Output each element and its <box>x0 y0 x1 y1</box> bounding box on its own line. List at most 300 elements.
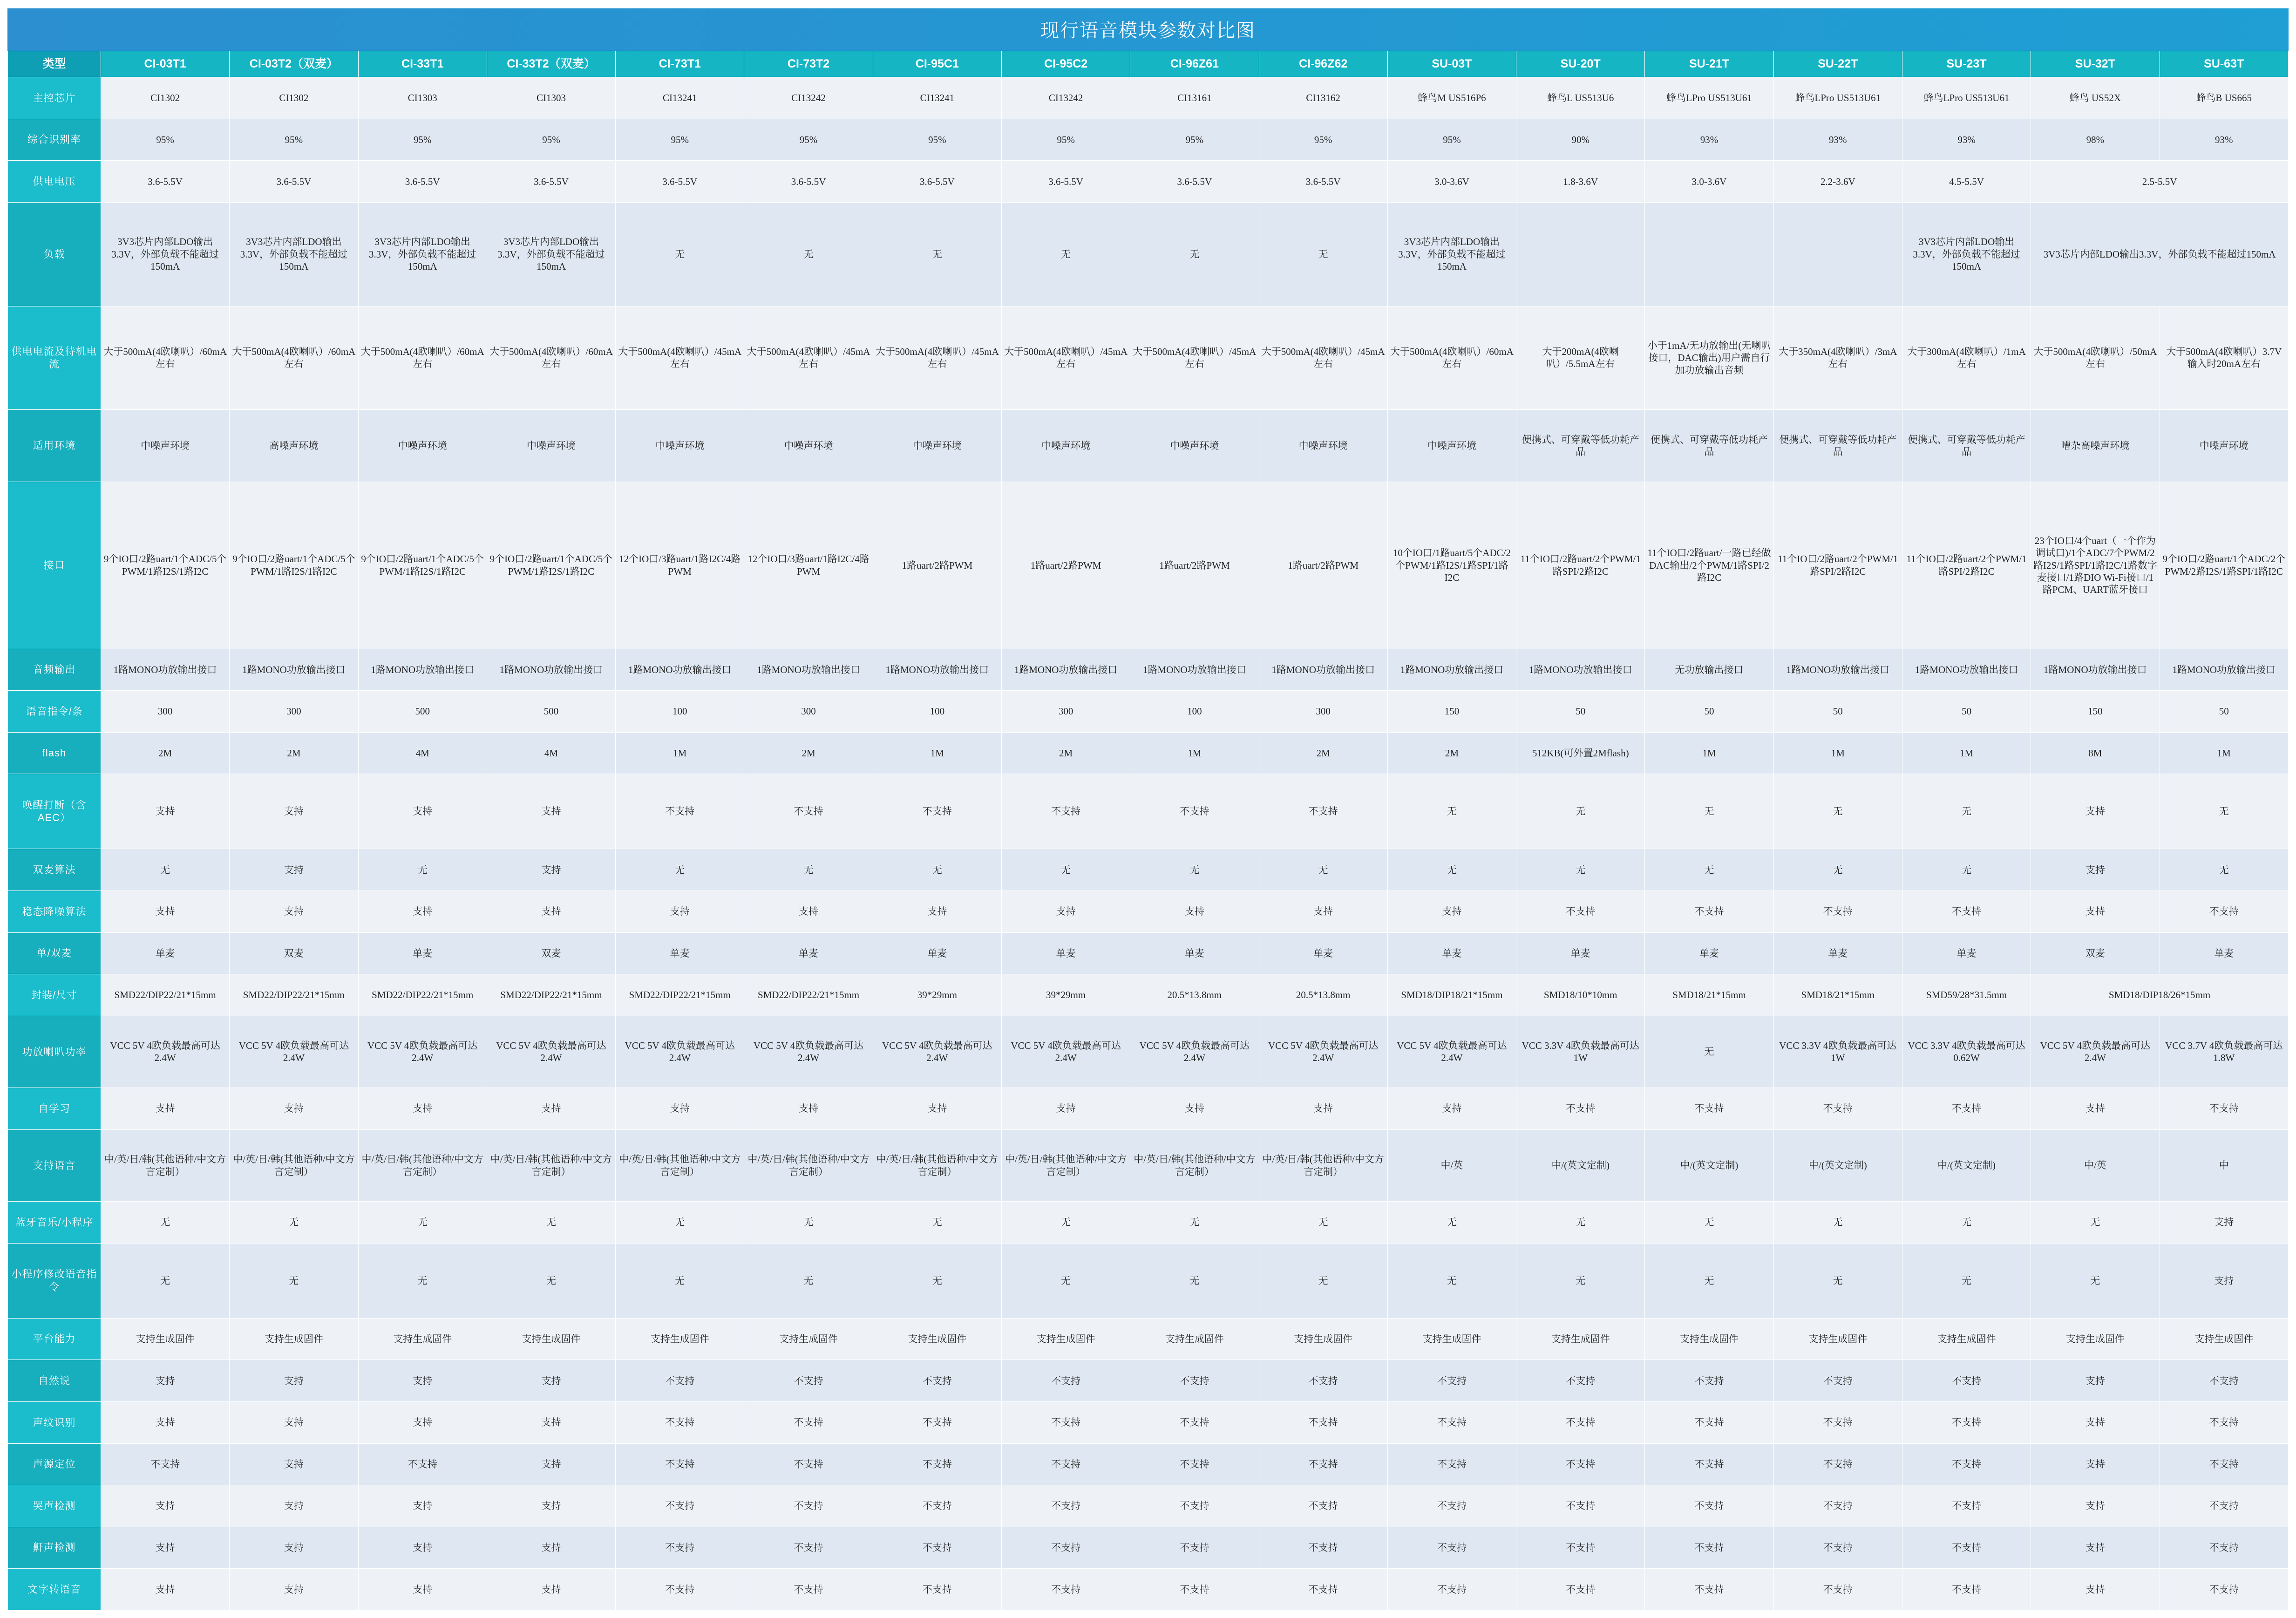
table-cell: SMD22/DIP22/21*15mm <box>744 974 873 1016</box>
table-cell: 不支持 <box>1516 1402 1645 1444</box>
table-cell: VCC 5V 4欧负载最高可达2.4W <box>101 1016 230 1088</box>
table-cell: 无 <box>101 1243 230 1318</box>
table-cell: 大于500mA(4欧喇叭）/60mA左右 <box>1387 306 1516 410</box>
table-cell: 无 <box>1387 1202 1516 1244</box>
table-cell: 支持 <box>101 774 230 849</box>
table-cell: 50 <box>2160 691 2289 733</box>
table-cell: 8M <box>2031 732 2160 774</box>
table-cell: 不支持 <box>616 1402 744 1444</box>
table-cell: SMD22/DIP22/21*15mm <box>616 974 744 1016</box>
table-cell: 不支持 <box>1130 1527 1259 1569</box>
table-cell: 不支持 <box>1645 1569 1773 1611</box>
table-cell: 2M <box>744 732 873 774</box>
table-row <box>8 1318 2289 1360</box>
table-cell: 支持 <box>230 1088 358 1130</box>
table-cell: SMD18/DIP18/21*15mm <box>1387 974 1516 1016</box>
table-row <box>8 1527 2289 1569</box>
table-cell: 不支持 <box>1773 1569 1902 1611</box>
table-cell: 支持 <box>2160 1202 2289 1244</box>
table-cell: 无 <box>1902 849 2031 891</box>
table-cell: 3V3芯片内部LDO输出3.3V，外部负载不能超过150mA <box>101 202 230 306</box>
table-cell: VCC 3.3V 4欧负载最高可达1W <box>1516 1016 1645 1088</box>
table-cell: SMD22/DIP22/21*15mm <box>101 974 230 1016</box>
table-cell: 不支持 <box>1902 1088 2031 1130</box>
row-header: 双麦算法 <box>8 849 101 891</box>
table-cell: CI1302 <box>101 77 230 119</box>
table-cell: 蜂鸟LPro US513U61 <box>1773 77 1902 119</box>
row-header: 鼾声检测 <box>8 1527 101 1569</box>
table-cell: 12个IO口/3路uart/1路I2C/4路PWM <box>616 482 744 649</box>
table-cell: 不支持 <box>1130 774 1259 849</box>
table-row <box>8 974 2289 1016</box>
table-cell: 支持 <box>358 1569 487 1611</box>
table-cell: 支持 <box>358 1485 487 1527</box>
table-cell: 无 <box>230 1243 358 1318</box>
table-cell: 39*29mm <box>1001 974 1130 1016</box>
table-cell: 无 <box>1645 1202 1773 1244</box>
column-header: SU-21T <box>1645 51 1773 77</box>
table-cell: 无 <box>873 202 1001 306</box>
row-header: flash <box>8 732 101 774</box>
table-cell: 不支持 <box>1645 1527 1773 1569</box>
table-cell: 不支持 <box>1645 1360 1773 1402</box>
table-cell: 500 <box>487 691 615 733</box>
table-cell: 支持 <box>1387 1088 1516 1130</box>
table-cell: 支持 <box>487 1569 615 1611</box>
table-cell <box>1773 202 1902 306</box>
table-cell: 300 <box>744 691 873 733</box>
table-row <box>8 1443 2289 1485</box>
table-cell: 支持 <box>230 1569 358 1611</box>
table-cell: 支持 <box>1259 891 1387 933</box>
table-cell: 90% <box>1516 119 1645 161</box>
table-cell: 93% <box>2160 119 2289 161</box>
table-cell: 不支持 <box>1001 774 1130 849</box>
table-cell: 不支持 <box>744 1402 873 1444</box>
table-cell: 中/英/日/韩(其他语种/中文方言定制） <box>101 1129 230 1201</box>
table-row <box>8 1243 2289 1318</box>
table-cell: 无 <box>744 202 873 306</box>
table-cell: 支持生成固件 <box>2160 1318 2289 1360</box>
table-cell: 1路MONO功放输出接口 <box>487 649 615 691</box>
column-header: CI-03T1 <box>101 51 230 77</box>
table-cell: 无 <box>1902 774 2031 849</box>
table-cell: 1路MONO功放输出接口 <box>1130 649 1259 691</box>
table-cell: 不支持 <box>1259 1360 1387 1402</box>
table-cell: 不支持 <box>1902 1360 2031 1402</box>
table-cell: SMD18/DIP18/26*15mm <box>2031 974 2289 1016</box>
table-cell: 不支持 <box>1387 1527 1516 1569</box>
table-cell: 不支持 <box>1645 1485 1773 1527</box>
row-header: 功放喇叭功率 <box>8 1016 101 1088</box>
table-cell: 支持生成固件 <box>744 1318 873 1360</box>
table-cell: 支持 <box>616 891 744 933</box>
table-row <box>8 119 2289 161</box>
table-cell: VCC 5V 4欧负载最高可达2.4W <box>230 1016 358 1088</box>
table-cell: 1M <box>873 732 1001 774</box>
table-cell: 2M <box>1387 732 1516 774</box>
row-header: 平台能力 <box>8 1318 101 1360</box>
table-cell: 无 <box>1130 1202 1259 1244</box>
table-cell: 蜂鸟B US665 <box>2160 77 2289 119</box>
table-cell: 无 <box>616 202 744 306</box>
table-cell: 无 <box>487 1202 615 1244</box>
table-cell: 不支持 <box>744 1360 873 1402</box>
table-cell: 98% <box>2031 119 2160 161</box>
table-header-row <box>8 51 2289 77</box>
table-cell: 单麦 <box>358 932 487 974</box>
row-header: 小程序修改语音指令 <box>8 1243 101 1318</box>
table-cell: 支持生成固件 <box>1902 1318 2031 1360</box>
table-cell: 中/英/日/韩(其他语种/中文方言定制） <box>487 1129 615 1201</box>
table-cell: 3.0-3.6V <box>1645 161 1773 203</box>
table-cell: 无 <box>1130 849 1259 891</box>
table-row <box>8 1088 2289 1130</box>
row-header: 音频输出 <box>8 649 101 691</box>
table-cell: 2.2-3.6V <box>1773 161 1902 203</box>
row-header: 封装/尺寸 <box>8 974 101 1016</box>
table-cell: 支持生成固件 <box>230 1318 358 1360</box>
table-cell: 无 <box>1902 1202 2031 1244</box>
table-cell: 无 <box>1001 1243 1130 1318</box>
table-cell: 1路MONO功放输出接口 <box>1516 649 1645 691</box>
table-cell: 大于500mA(4欧喇叭）/45mA左右 <box>1130 306 1259 410</box>
table-cell: 中噪声环境 <box>101 410 230 482</box>
table-cell: 支持 <box>2031 1569 2160 1611</box>
table-cell: 无 <box>1773 1243 1902 1318</box>
table-cell: 不支持 <box>1259 1527 1387 1569</box>
table-cell: 支持 <box>2031 774 2160 849</box>
table-cell: CI13242 <box>1001 77 1130 119</box>
table-cell: 不支持 <box>1387 1402 1516 1444</box>
table-cell: 支持 <box>101 1569 230 1611</box>
table-row <box>8 1569 2289 1611</box>
table-cell: 50 <box>1902 691 2031 733</box>
table-cell: 支持 <box>873 891 1001 933</box>
table-cell: 无 <box>1516 774 1645 849</box>
table-cell: 1M <box>1773 732 1902 774</box>
row-header: 主控芯片 <box>8 77 101 119</box>
table-cell: 9个IO口/2路uart/1个ADC/5个PWM/1路I2S/1路I2C <box>101 482 230 649</box>
row-header: 接口 <box>8 482 101 649</box>
table-cell: 支持 <box>358 1088 487 1130</box>
table-cell: CI13241 <box>873 77 1001 119</box>
table-cell: 支持生成固件 <box>358 1318 487 1360</box>
table-cell: 支持 <box>2031 1443 2160 1485</box>
table-cell: 不支持 <box>1645 1402 1773 1444</box>
table-cell: 2M <box>1259 732 1387 774</box>
table-cell: 无 <box>873 1243 1001 1318</box>
table-cell: 3.6-5.5V <box>744 161 873 203</box>
table-cell: 1路MONO功放输出接口 <box>1773 649 1902 691</box>
table-cell: 支持 <box>2031 1527 2160 1569</box>
table-cell: 支持生成固件 <box>873 1318 1001 1360</box>
column-header: CI-96Z61 <box>1130 51 1259 77</box>
table-cell: 无 <box>2160 849 2289 891</box>
table-cell: 不支持 <box>744 1443 873 1485</box>
table-cell: 9个IO口/2路uart/1个ADC/5个PWM/1路I2S/1路I2C <box>230 482 358 649</box>
table-cell: VCC 5V 4欧负载最高可达2.4W <box>744 1016 873 1088</box>
row-header: 综合识别率 <box>8 119 101 161</box>
table-cell: 1路MONO功放输出接口 <box>873 649 1001 691</box>
row-header: 自学习 <box>8 1088 101 1130</box>
table-cell: 中/英/日/韩(其他语种/中文方言定制） <box>744 1129 873 1201</box>
table-cell: 无 <box>101 849 230 891</box>
table-cell: 单麦 <box>1902 932 2031 974</box>
column-header: SU-23T <box>1902 51 2031 77</box>
table-cell: 支持 <box>487 1527 615 1569</box>
table-cell: 9个IO口/2路uart/1个ADC/5个PWM/1路I2S/1路I2C <box>358 482 487 649</box>
table-cell: 单麦 <box>1259 932 1387 974</box>
table-cell: 无 <box>1387 774 1516 849</box>
table-cell: 无 <box>1516 1243 1645 1318</box>
table-cell: 单麦 <box>1387 932 1516 974</box>
row-header: 供电电流及待机电流 <box>8 306 101 410</box>
table-cell: 不支持 <box>1516 1485 1645 1527</box>
table-cell: 无 <box>1773 849 1902 891</box>
table-cell: 39*29mm <box>873 974 1001 1016</box>
table-cell: VCC 5V 4欧负载最高可达2.4W <box>616 1016 744 1088</box>
table-cell: 不支持 <box>873 774 1001 849</box>
table-cell: 不支持 <box>616 1569 744 1611</box>
table-cell: 95% <box>1001 119 1130 161</box>
table-cell: 支持 <box>101 891 230 933</box>
table-cell: 不支持 <box>1645 891 1773 933</box>
table-cell: CI1303 <box>487 77 615 119</box>
table-cell: 95% <box>358 119 487 161</box>
table-cell: 300 <box>101 691 230 733</box>
table-cell: 支持 <box>230 1527 358 1569</box>
column-header: CI-33T2（双麦） <box>487 51 615 77</box>
table-cell: 中噪声环境 <box>1387 410 1516 482</box>
table-cell: 中噪声环境 <box>616 410 744 482</box>
table-row <box>8 932 2289 974</box>
table-cell: 支持生成固件 <box>1773 1318 1902 1360</box>
table-cell: 不支持 <box>1773 1402 1902 1444</box>
table-cell: VCC 3.3V 4欧负载最高可达1W <box>1773 1016 1902 1088</box>
table-cell: 1路MONO功放输出接口 <box>101 649 230 691</box>
table-cell: 50 <box>1516 691 1645 733</box>
table-cell: 大于300mA(4欧喇叭）/1mA左右 <box>1902 306 2031 410</box>
table-cell: 支持 <box>744 1088 873 1130</box>
table-cell: 不支持 <box>616 1443 744 1485</box>
table-row <box>8 77 2289 119</box>
table-cell: 无 <box>1773 774 1902 849</box>
table-cell: 不支持 <box>873 1402 1001 1444</box>
table-cell: 支持 <box>487 1360 615 1402</box>
table-cell: 1路MONO功放输出接口 <box>1387 649 1516 691</box>
table-cell: 便携式、可穿戴等低功耗产品 <box>1516 410 1645 482</box>
table-cell: 3.6-5.5V <box>1130 161 1259 203</box>
table-cell: 不支持 <box>1773 891 1902 933</box>
table-cell: 无 <box>1001 1202 1130 1244</box>
table-cell: 20.5*13.8mm <box>1130 974 1259 1016</box>
column-header: CI-73T2 <box>744 51 873 77</box>
row-header: 稳态降噪算法 <box>8 891 101 933</box>
table-cell: 支持生成固件 <box>101 1318 230 1360</box>
table-cell: 蜂鸟L US513U6 <box>1516 77 1645 119</box>
table-cell: 3.6-5.5V <box>358 161 487 203</box>
table-cell: 3.6-5.5V <box>230 161 358 203</box>
table-row <box>8 1402 2289 1444</box>
table-row <box>8 202 2289 306</box>
table-cell: 不支持 <box>1645 1443 1773 1485</box>
table-cell: 100 <box>616 691 744 733</box>
table-cell: 大于500mA(4欧喇叭）3.7V输入时20mA左右 <box>2160 306 2289 410</box>
table-cell: 无 <box>1773 1202 1902 1244</box>
table-cell: 1路MONO功放输出接口 <box>1902 649 2031 691</box>
table-cell: 无 <box>1902 1243 2031 1318</box>
table-cell: 300 <box>1259 691 1387 733</box>
table-cell: 无 <box>358 849 487 891</box>
table-cell: 100 <box>1130 691 1259 733</box>
table-cell: 不支持 <box>1773 1527 1902 1569</box>
table-cell: 中/(英文定制) <box>1773 1129 1902 1201</box>
table-cell: 无 <box>358 1243 487 1318</box>
table-cell: VCC 5V 4欧负载最高可达2.4W <box>1130 1016 1259 1088</box>
row-header: 语音指令/条 <box>8 691 101 733</box>
table-cell: 支持生成固件 <box>1387 1318 1516 1360</box>
table-cell: 不支持 <box>616 1485 744 1527</box>
column-header: CI-95C1 <box>873 51 1001 77</box>
table-cell: 大于500mA(4欧喇叭）/60mA左右 <box>101 306 230 410</box>
table-cell: 50 <box>1645 691 1773 733</box>
table-cell: 93% <box>1773 119 1902 161</box>
table-cell: 支持 <box>358 891 487 933</box>
table-cell: 大于500mA(4欧喇叭）/50mA左右 <box>2031 306 2160 410</box>
table-cell: 300 <box>230 691 358 733</box>
table-cell: 12个IO口/3路uart/1路I2C/4路PWM <box>744 482 873 649</box>
table-cell: 支持 <box>487 891 615 933</box>
table-cell: 1路uart/2路PWM <box>1259 482 1387 649</box>
table-cell: 支持 <box>101 1088 230 1130</box>
table-cell: 便携式、可穿戴等低功耗产品 <box>1902 410 2031 482</box>
row-header: 哭声检测 <box>8 1485 101 1527</box>
table-cell: 95% <box>1130 119 1259 161</box>
table-cell: 不支持 <box>2160 1443 2289 1485</box>
table-cell: 支持 <box>616 1088 744 1130</box>
table-row <box>8 1129 2289 1201</box>
table-cell: 3.6-5.5V <box>101 161 230 203</box>
table-cell: 支持 <box>487 1402 615 1444</box>
table-cell: 4.5-5.5V <box>1902 161 2031 203</box>
table-cell: CI13162 <box>1259 77 1387 119</box>
table-cell: 大于200mA(4欧喇叭）/5.5mA左右 <box>1516 306 1645 410</box>
table-cell: 2.5-5.5V <box>2031 161 2289 203</box>
table-cell: 支持生成固件 <box>2031 1318 2160 1360</box>
table-cell: 无 <box>1259 202 1387 306</box>
table-row <box>8 649 2289 691</box>
table-cell: 高噪声环境 <box>230 410 358 482</box>
table-cell: 中噪声环境 <box>358 410 487 482</box>
table-cell: 1路uart/2路PWM <box>873 482 1001 649</box>
table-cell: 不支持 <box>1902 891 2031 933</box>
column-header: CI-73T1 <box>616 51 744 77</box>
table-row <box>8 732 2289 774</box>
table-cell: SMD18/21*15mm <box>1773 974 1902 1016</box>
table-cell: 支持 <box>487 1443 615 1485</box>
table-cell: 无 <box>1645 849 1773 891</box>
table-cell: 不支持 <box>1516 1527 1645 1569</box>
table-cell: 1M <box>2160 732 2289 774</box>
table-cell: SMD22/DIP22/21*15mm <box>487 974 615 1016</box>
table-cell: 无 <box>358 1202 487 1244</box>
table-cell: 单麦 <box>1001 932 1130 974</box>
table-cell: 3V3芯片内部LDO输出3.3V，外部负载不能超过150mA <box>1387 202 1516 306</box>
table-cell: 单麦 <box>744 932 873 974</box>
table-cell: 中/英 <box>2031 1129 2160 1201</box>
table-cell: 大于500mA(4欧喇叭）/45mA左右 <box>873 306 1001 410</box>
table-cell: 双麦 <box>487 932 615 974</box>
table-cell: 双麦 <box>230 932 358 974</box>
table-cell: 不支持 <box>616 1527 744 1569</box>
table-cell: 支持生成固件 <box>487 1318 615 1360</box>
table-cell: 单麦 <box>1516 932 1645 974</box>
column-header: SU-22T <box>1773 51 1902 77</box>
table-cell <box>1645 202 1773 306</box>
table-cell: 无 <box>616 1243 744 1318</box>
table-cell: 支持 <box>487 1088 615 1130</box>
table-cell: 便携式、可穿戴等低功耗产品 <box>1773 410 1902 482</box>
table-cell: 不支持 <box>1130 1485 1259 1527</box>
table-cell: 支持 <box>487 1485 615 1527</box>
table-cell: 不支持 <box>873 1360 1001 1402</box>
table-cell: 无 <box>1001 849 1130 891</box>
table-cell: 4M <box>358 732 487 774</box>
table-cell: 不支持 <box>873 1527 1001 1569</box>
table-cell: 中/英/日/韩(其他语种/中文方言定制） <box>873 1129 1001 1201</box>
table-cell: 11个IO口/2路uart/一路已经做DAC输出/2个PWM/1路SPI/2路I2C <box>1645 482 1773 649</box>
table-cell: 无 <box>873 849 1001 891</box>
table-cell: 便携式、可穿戴等低功耗产品 <box>1645 410 1773 482</box>
table-cell: 支持生成固件 <box>1516 1318 1645 1360</box>
table-cell: 中 <box>2160 1129 2289 1201</box>
table-cell: 支持 <box>1130 1088 1259 1130</box>
table-cell: 不支持 <box>616 1360 744 1402</box>
table-cell: 不支持 <box>1773 1443 1902 1485</box>
table-cell: 支持 <box>230 849 358 891</box>
table-cell: 中噪声环境 <box>1001 410 1130 482</box>
table-cell: 不支持 <box>873 1569 1001 1611</box>
table-cell: 中噪声环境 <box>2160 410 2289 482</box>
table-cell: 无 <box>1387 1243 1516 1318</box>
table-cell: 100 <box>873 691 1001 733</box>
table-cell: 支持 <box>1387 891 1516 933</box>
column-header: SU-32T <box>2031 51 2160 77</box>
table-cell: 无 <box>1259 1202 1387 1244</box>
table-cell: 不支持 <box>1516 891 1645 933</box>
table-cell: VCC 5V 4欧负载最高可达2.4W <box>873 1016 1001 1088</box>
table-cell: 不支持 <box>1001 1485 1130 1527</box>
row-header: 文字转语音 <box>8 1569 101 1611</box>
table-row <box>8 410 2289 482</box>
table-cell: 支持 <box>2031 1402 2160 1444</box>
comparison-table <box>7 51 2289 1611</box>
table-cell: 无 <box>873 1202 1001 1244</box>
table-cell: 支持 <box>101 1485 230 1527</box>
table-cell: VCC 5V 4欧负载最高可达2.4W <box>2031 1016 2160 1088</box>
table-cell: 大于500mA(4欧喇叭）/45mA左右 <box>616 306 744 410</box>
table-row <box>8 1016 2289 1088</box>
table-cell: 1M <box>1902 732 2031 774</box>
table-cell: 3V3芯片内部LDO输出3.3V，外部负载不能超过150mA <box>2031 202 2289 306</box>
table-cell: 1路MONO功放输出接口 <box>2160 649 2289 691</box>
table-row <box>8 1360 2289 1402</box>
column-header: CI-33T1 <box>358 51 487 77</box>
table-cell: 无功放输出接口 <box>1645 649 1773 691</box>
table-cell: SMD22/DIP22/21*15mm <box>230 974 358 1016</box>
table-cell: VCC 5V 4欧负载最高可达2.4W <box>1387 1016 1516 1088</box>
